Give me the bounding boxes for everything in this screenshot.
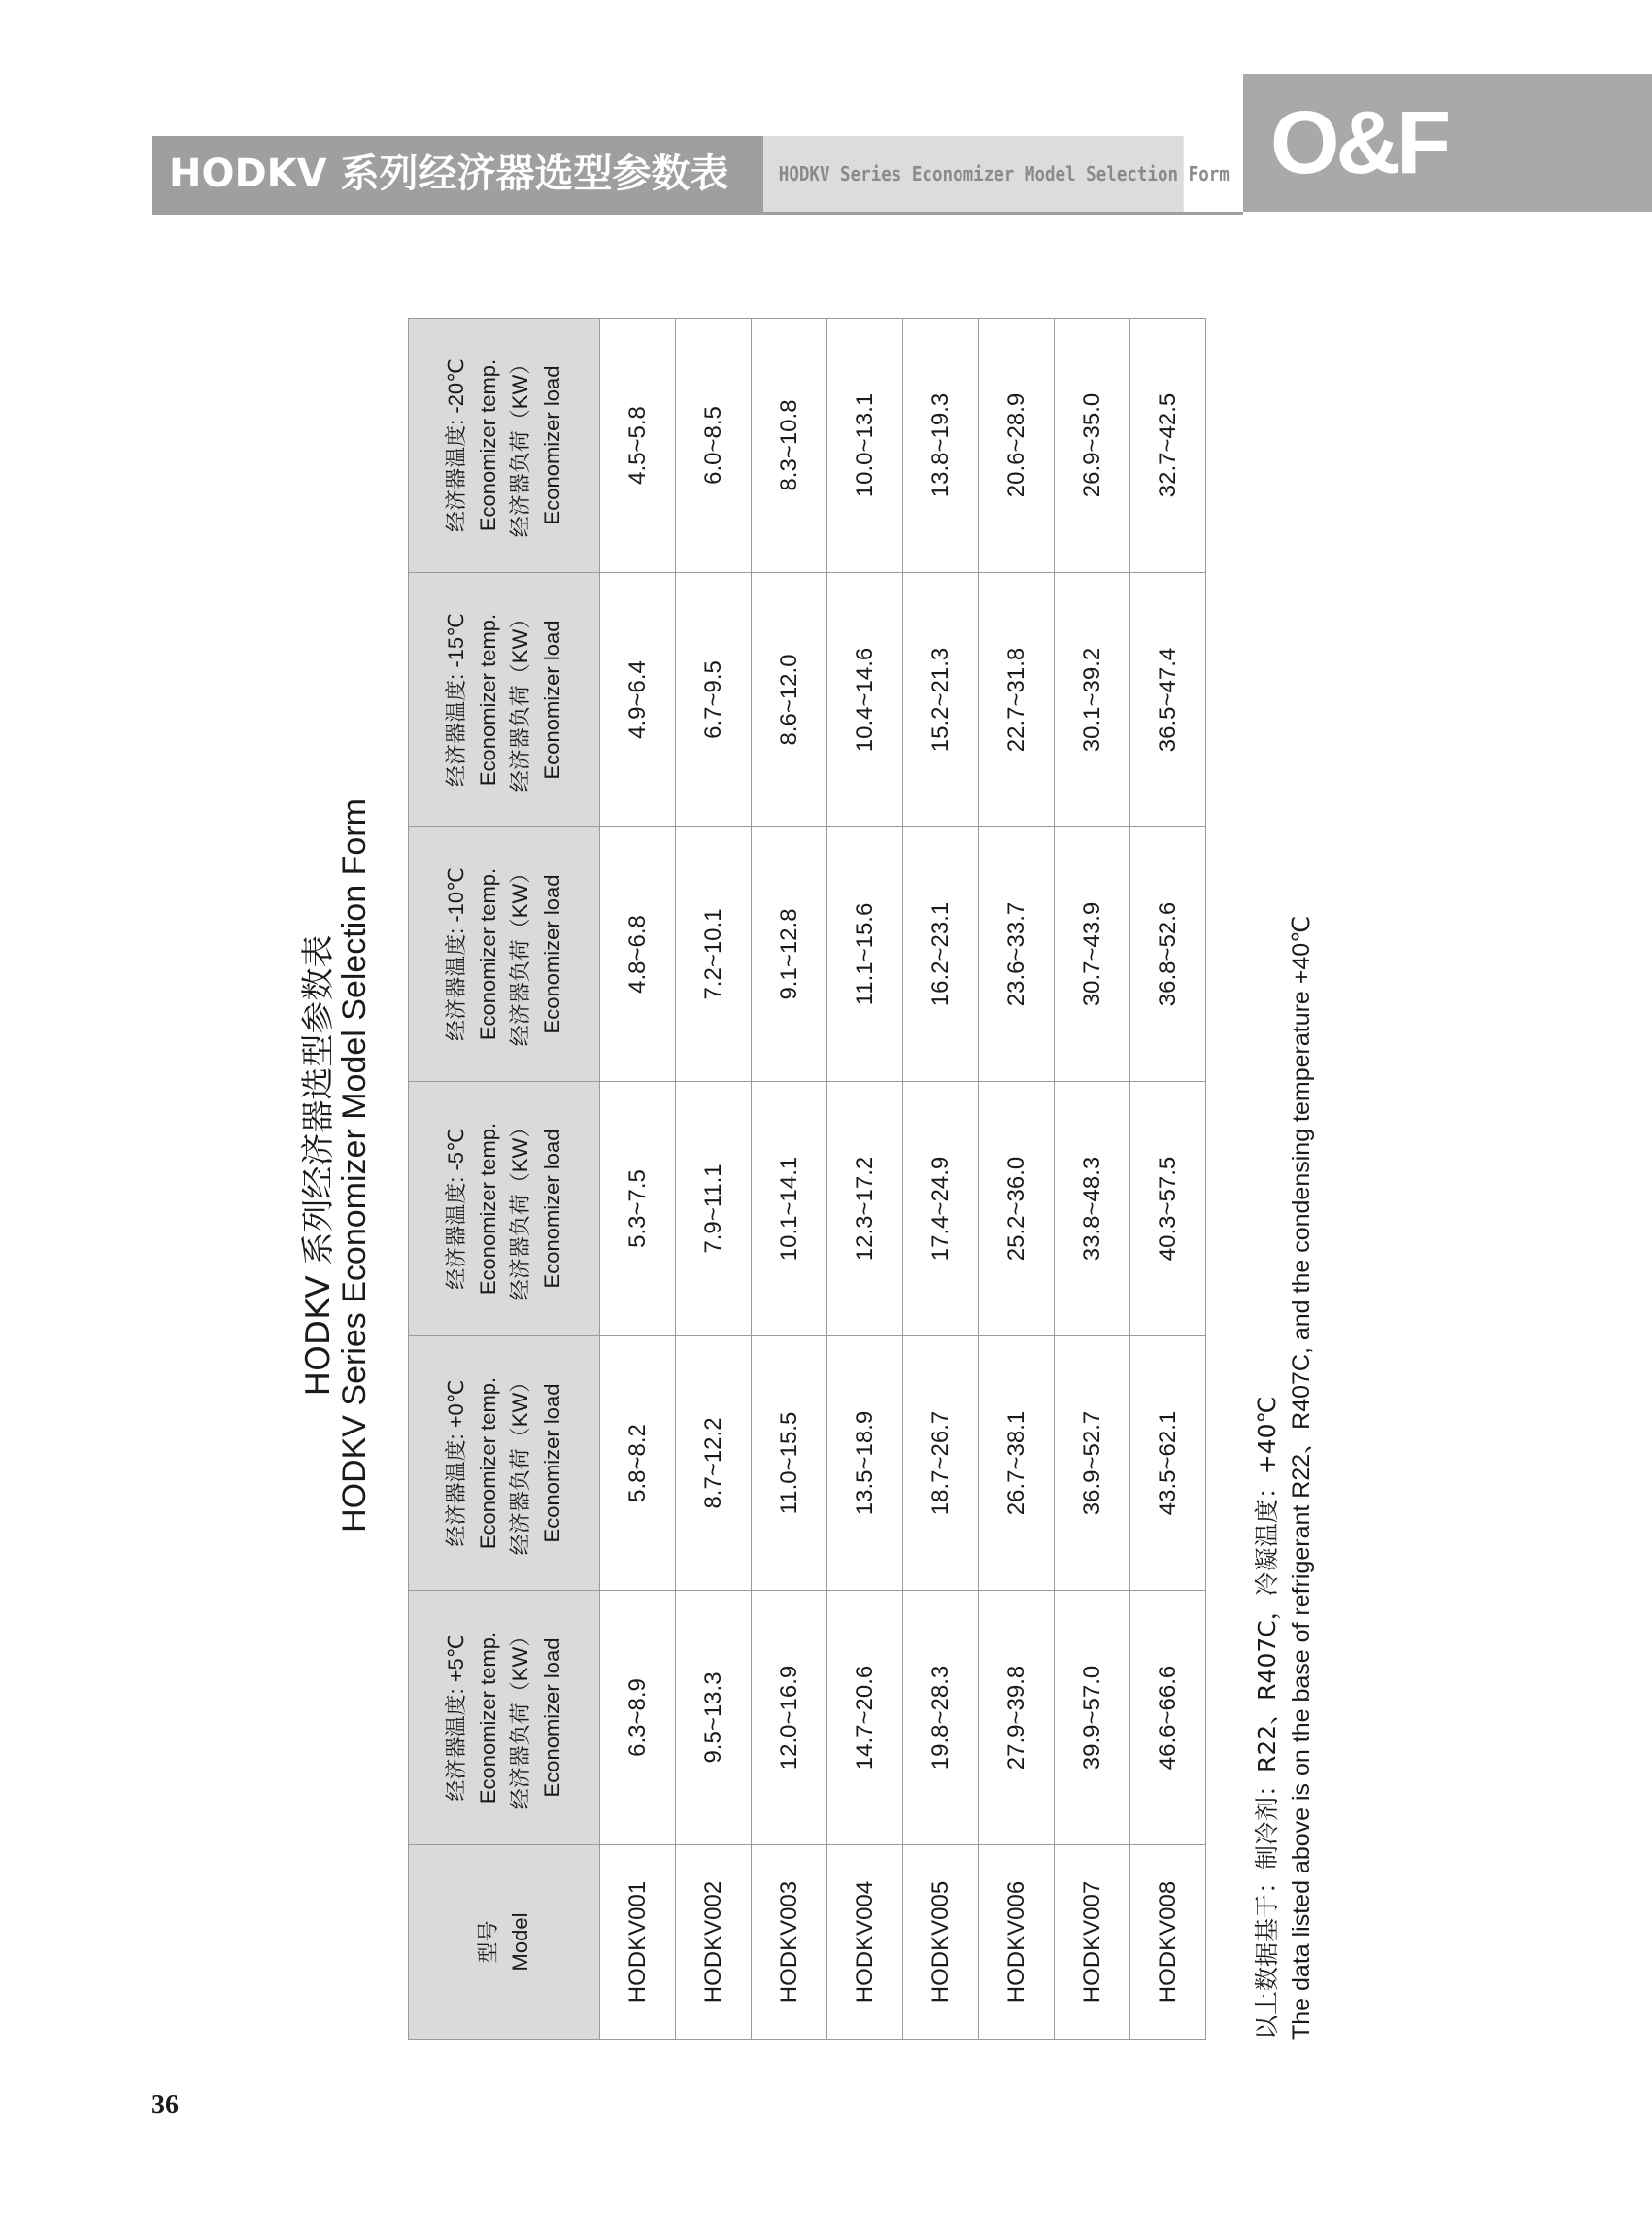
header-col-2 [409,1082,600,1336]
model-cell: HODKV006 [979,1845,1055,2040]
header-col-temp-en: Economizer temp. [476,1376,500,1550]
model-cell: HODKV005 [903,1845,979,2040]
header-col-load-en: Economizer load [540,620,564,780]
selection-table [408,318,1206,2040]
load-cell: 15.2~21.3 [903,573,979,827]
header-col-temp-cn: 经济器温度: -15℃ [444,613,468,787]
model-cell: HODKV003 [752,1845,827,2040]
load-cell: 10.0~13.1 [827,319,903,573]
load-cell: 12.3~17.2 [827,1082,903,1336]
header-col-load-cn: 经济器负荷（KW） [508,1116,532,1301]
model-cell: HODKV004 [827,1845,903,2040]
load-cell: 10.4~14.6 [827,573,903,827]
header-col-load-en: Economizer load [540,365,564,525]
header-model-en: Model [508,1912,532,1972]
model-cell: HODKV002 [676,1845,752,2040]
load-cell: 32.7~42.5 [1130,319,1206,573]
load-cell: 19.8~28.3 [903,1591,979,1845]
header-col-temp-cn: 经济器温度: +5℃ [444,1634,468,1802]
load-cell: 5.3~7.5 [600,1082,676,1336]
load-cell: 13.8~19.3 [903,319,979,573]
header-model [409,1845,600,2040]
load-cell: 6.3~8.9 [600,1591,676,1845]
header-col-load-cn: 经济器负荷（KW） [508,353,532,538]
load-cell: 39.9~57.0 [1055,1591,1130,1845]
table-title-cn: HODKV 系列经济器选型参数表 [299,934,338,1397]
header-divider [152,212,1243,215]
brand-logo: O&F [1243,74,1652,212]
table-row [1130,319,1206,2040]
header-col-temp-en: Economizer temp. [476,1122,500,1296]
footnote-en: The data listed above is on the base of refrigerant R22、R407C, and the condensing temperature +40℃ [1288,915,1315,2040]
load-cell: 33.8~48.3 [1055,1082,1130,1336]
load-cell: 11.1~15.6 [827,827,903,1082]
header-col-load-en: Economizer load [540,1383,564,1543]
header-col-4 [409,573,600,827]
load-cell: 8.6~12.0 [752,573,827,827]
table-row [979,319,1055,2040]
header-col-load-cn: 经济器负荷（KW） [508,1625,532,1810]
load-cell: 23.6~33.7 [979,827,1055,1082]
header-col-load-cn: 经济器负荷（KW） [508,607,532,793]
load-cell: 36.9~52.7 [1055,1336,1130,1591]
header-col-5 [409,319,600,573]
load-cell: 6.7~9.5 [676,573,752,827]
load-cell: 30.1~39.2 [1055,573,1130,827]
load-cell: 11.0~15.5 [752,1336,827,1591]
header-col-temp-cn: 经济器温度: -10℃ [444,867,468,1041]
header-title-cn: HODKV 系列经济器选型参数表 [152,136,763,212]
header-title-en: HODKV Series Economizer Model Selection Form [763,136,1184,212]
load-cell: 5.8~8.2 [600,1336,676,1591]
header-col-load-en: Economizer load [540,874,564,1034]
load-cell: 14.7~20.6 [827,1591,903,1845]
header-col-load-cn: 经济器负荷（KW） [508,861,532,1047]
header-col-1 [409,1336,600,1591]
footnote-cn: 以上数据基于：制冷剂：R22、R407C，冷凝温度：+40℃ [1253,1396,1281,2040]
page-number: 36 [152,2090,179,2120]
header-model-cn: 型号 [476,1920,500,1964]
model-cell: HODKV008 [1130,1845,1206,2040]
header-col-0 [409,1591,600,1845]
load-cell: 20.6~28.9 [979,319,1055,573]
load-cell: 40.3~57.5 [1130,1082,1206,1336]
load-cell: 22.7~31.8 [979,573,1055,827]
table-header-row [409,319,600,2040]
header-col-temp-en: Economizer temp. [476,613,500,787]
load-cell: 7.9~11.1 [676,1082,752,1336]
load-cell: 4.5~5.8 [600,319,676,573]
rotated-content [291,291,1315,2040]
table-title-en: HODKV Series Economizer Model Selection Form [336,798,373,1533]
load-cell: 8.7~12.2 [676,1336,752,1591]
load-cell: 30.7~43.9 [1055,827,1130,1082]
load-cell: 4.9~6.4 [600,573,676,827]
load-cell: 27.9~39.8 [979,1591,1055,1845]
table-body [600,319,1206,2040]
table-row [827,319,903,2040]
load-cell: 26.7~38.1 [979,1336,1055,1591]
load-cell: 17.4~24.9 [903,1082,979,1336]
load-cell: 9.5~13.3 [676,1591,752,1845]
table-row [676,319,752,2040]
load-cell: 6.0~8.5 [676,319,752,573]
header-col-3 [409,827,600,1082]
load-cell: 7.2~10.1 [676,827,752,1082]
header-col-temp-en: Economizer temp. [476,358,500,532]
load-cell: 36.5~47.4 [1130,573,1206,827]
header-col-temp-cn: 经济器温度: -5℃ [444,1128,468,1290]
header-col-load-en: Economizer load [540,1129,564,1289]
load-cell: 12.0~16.9 [752,1591,827,1845]
load-cell: 13.5~18.9 [827,1336,903,1591]
load-cell: 36.8~52.6 [1130,827,1206,1082]
header-col-temp-cn: 经济器温度: -20℃ [444,358,468,532]
load-cell: 18.7~26.7 [903,1336,979,1591]
load-cell: 4.8~6.8 [600,827,676,1082]
header-col-load-en: Economizer load [540,1637,564,1798]
load-cell: 43.5~62.1 [1130,1336,1206,1591]
load-cell: 8.3~10.8 [752,319,827,573]
header-col-temp-en: Economizer temp. [476,1631,500,1804]
load-cell: 16.2~23.1 [903,827,979,1082]
table-row [1055,319,1130,2040]
load-cell: 9.1~12.8 [752,827,827,1082]
model-cell: HODKV001 [600,1845,676,2040]
table-row [600,319,676,2040]
header-col-temp-en: Economizer temp. [476,867,500,1041]
header-col-load-cn: 经济器负荷（KW） [508,1370,532,1556]
model-cell: HODKV007 [1055,1845,1130,2040]
load-cell: 10.1~14.1 [752,1082,827,1336]
load-cell: 25.2~36.0 [979,1082,1055,1336]
load-cell: 46.6~66.6 [1130,1591,1206,1845]
table-row [752,319,827,2040]
table-row [903,319,979,2040]
header-col-temp-cn: 经济器温度: +0℃ [444,1379,468,1547]
load-cell: 26.9~35.0 [1055,319,1130,573]
